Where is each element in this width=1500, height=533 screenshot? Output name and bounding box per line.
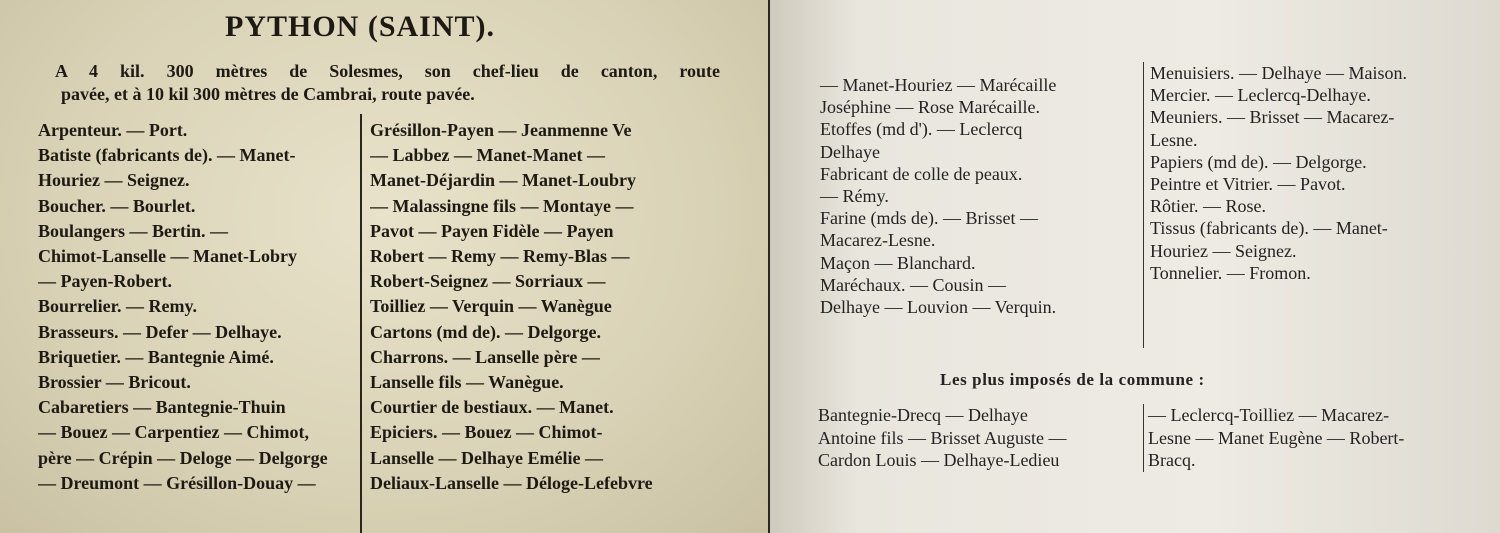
text-line: — Dreumont — Grésillon-Douay — bbox=[38, 472, 316, 493]
text-line: Epiciers. — Bouez — Chimot- bbox=[370, 422, 603, 443]
left-column-2 bbox=[370, 118, 732, 496]
text-line: Lanselle — Delhaye Emélie — bbox=[370, 447, 603, 468]
text-line: Joséphine — Rose Marécaille. bbox=[820, 97, 1040, 118]
text-line: Maréchaux. — Cousin — bbox=[820, 274, 1006, 295]
text-line: Robert-Seignez — Sorriaux — bbox=[370, 271, 606, 292]
text-line: Delhaye bbox=[820, 141, 880, 162]
text-line: — Bouez — Carpentiez — Chimot, bbox=[38, 422, 309, 443]
right-column-1 bbox=[820, 74, 1138, 318]
imposes-right bbox=[1148, 404, 1483, 472]
right-page bbox=[770, 0, 1500, 533]
text-line: Brossier — Bricout. bbox=[38, 372, 191, 393]
text-line: Menuisiers. — Delhaye — Maison. bbox=[1150, 63, 1407, 83]
column-divider bbox=[1143, 62, 1144, 348]
text-line: Toilliez — Verquin — Wanègue bbox=[370, 296, 612, 317]
page-title: PYTHON (SAINT). bbox=[225, 10, 496, 43]
text-line: Etoffes (md d'). — Leclercq bbox=[820, 119, 1023, 140]
text-line: Bracq. bbox=[1148, 450, 1196, 470]
text-line: Macarez-Lesne. bbox=[820, 230, 936, 251]
text-line: Papiers (md de). — Delgorge. bbox=[1150, 151, 1367, 172]
text-line: Briquetier. — Bantegnie Aimé. bbox=[38, 346, 274, 367]
text-line: père — Crépin — Deloge — Delgorge bbox=[38, 447, 328, 468]
text-line: Grésillon-Payen — Jeanmenne Ve bbox=[370, 120, 632, 140]
text-line: Cabaretiers — Bantegnie-Thuin bbox=[38, 397, 286, 418]
text-line: — Labbez — Manet-Manet — bbox=[370, 145, 605, 166]
left-column-1 bbox=[38, 118, 356, 496]
text-line: Manet-Déjardin — Manet-Loubry bbox=[370, 170, 636, 191]
text-line: — Leclercq-Toilliez — Macarez- bbox=[1148, 405, 1390, 425]
text-line: Robert — Remy — Remy-Blas — bbox=[370, 246, 630, 267]
text-line: Courtier de bestiaux. — Manet. bbox=[370, 397, 614, 418]
text-line: Batiste (fabricants de). — Manet- bbox=[38, 145, 296, 166]
text-line: Bourrelier. — Remy. bbox=[38, 296, 197, 317]
text-line: — Malassingne fils — Montaye — bbox=[370, 195, 634, 216]
text-line: Brasseurs. — Defer — Delhaye. bbox=[38, 321, 282, 342]
text-line: Delhaye — Louvion — Verquin. bbox=[820, 297, 1057, 318]
text-line: — Manet-Houriez — Marécaille bbox=[820, 75, 1057, 95]
text-line: Houriez — Seignez. bbox=[38, 170, 190, 191]
text-line: Cardon Louis — Delhaye-Ledieu bbox=[818, 450, 1060, 470]
text-line: Lanselle fils — Wanègue. bbox=[370, 372, 564, 393]
column-divider bbox=[360, 114, 362, 533]
text-line: Mercier. — Leclercq-Delhaye. bbox=[1150, 85, 1371, 106]
text-line: Fabricant de colle de peaux. bbox=[820, 163, 1023, 184]
text-line: Chimot-Lanselle — Manet-Lobry bbox=[38, 246, 297, 267]
text-line: Boulangers — Bertin. — bbox=[38, 220, 229, 241]
intro-paragraph bbox=[55, 60, 720, 106]
text-line: — Payen-Robert. bbox=[38, 271, 172, 292]
imposes-left bbox=[818, 404, 1143, 472]
text-line: Pavot — Payen Fidèle — Payen bbox=[370, 220, 614, 241]
text-line: Charrons. — Lanselle père — bbox=[370, 346, 600, 367]
text-line: Peintre et Vitrier. — Pavot. bbox=[1150, 174, 1346, 195]
text-line: Meuniers. — Brisset — Macarez- bbox=[1150, 107, 1395, 128]
text-line: Bantegnie-Drecq — Delhaye bbox=[818, 405, 1028, 425]
text-line: Houriez — Seignez. bbox=[1150, 240, 1297, 261]
text-line: Lesne. bbox=[1150, 129, 1198, 150]
text-line: Lesne — Manet Eugène — Robert- bbox=[1148, 427, 1405, 448]
text-line: Boucher. — Bourlet. bbox=[38, 195, 196, 216]
intro-line: A 4 kil. 300 mètres de Solesmes, son chef-lieu de canton, route bbox=[55, 61, 720, 81]
text-line: Deliaux-Lanselle — Déloge-Lefebvre bbox=[370, 472, 653, 493]
section-heading: Les plus imposés de la commune : bbox=[940, 370, 1205, 389]
text-line: Antoine fils — Brisset Auguste — bbox=[818, 427, 1067, 448]
text-line: Farine (mds de). — Brisset — bbox=[820, 208, 1038, 229]
intro-line: pavée, et à 10 kil 300 mètres de Cambrai, route pavée. bbox=[61, 84, 475, 104]
text-line: Maçon — Blanchard. bbox=[820, 252, 976, 273]
column-divider bbox=[1143, 404, 1144, 472]
text-line: Tissus (fabricants de). — Manet- bbox=[1150, 218, 1388, 239]
text-line: Rôtier. — Rose. bbox=[1150, 196, 1266, 217]
text-line: Tonnelier. — Fromon. bbox=[1150, 262, 1311, 283]
text-line: Cartons (md de). — Delgorge. bbox=[370, 321, 601, 342]
text-line: — Rémy. bbox=[820, 186, 889, 207]
text-line: Arpenteur. — Port. bbox=[38, 120, 188, 140]
right-column-2 bbox=[1150, 62, 1485, 284]
